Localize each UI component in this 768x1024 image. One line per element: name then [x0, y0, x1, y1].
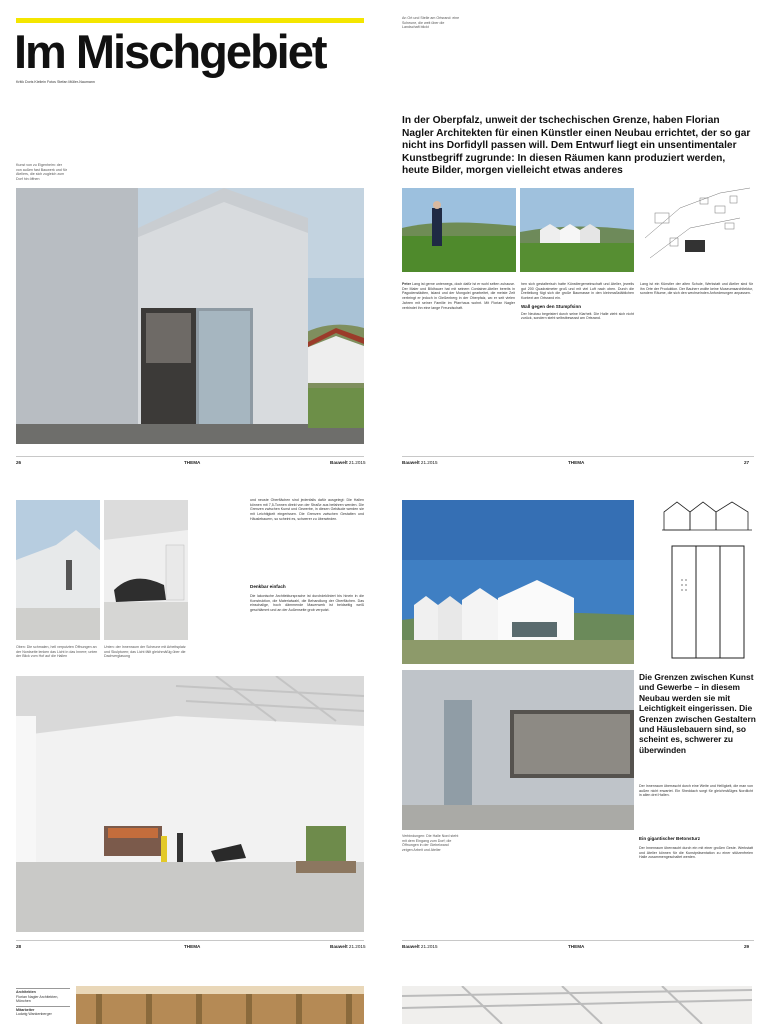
subhead-denkbar: Denkbar einfach: [250, 584, 286, 589]
floor-plan-drawing: [662, 540, 752, 664]
page-number-27: 27: [744, 460, 750, 465]
photo-buildings-landscape: [520, 188, 634, 272]
body-column-2: hen sich gestalterisch hatte Künstlergemeinschaft und Atelier, jeweils gut 200 Quadratmeter groß und mit viel Luft nach oben. Durch die Dreiteilung fügt sich die große Baumasse in den kleinmaßstäblichen Kontext am Ortsrand ein. Wall gegen den Stumpfsinn Der Neubau begeistert durch seine Klarheit. Die Halle zieht sich nicht zurück, sondern steht selbstbewusst am Ortsrand.: [521, 282, 634, 321]
subhead-betonsturz: Ein gigantischer Betonsturz: [639, 836, 701, 841]
photo-hall-interior: [16, 676, 364, 932]
article-title: Im Mischgebiet: [14, 25, 326, 78]
photo-artist-field: [402, 188, 516, 272]
info-box: [16, 988, 70, 1017]
section-label: THEMA: [184, 460, 201, 465]
page-number-29: 29: [744, 944, 750, 949]
footer-rule-right-2: [402, 940, 754, 941]
magazine-label-right: Bauwelt 21.2015: [402, 460, 438, 465]
page-number-26: 26: [16, 460, 22, 465]
photo-facade-window: [402, 670, 634, 830]
body-column-1: Peter Lang ist gerne unterwegs, doch dafür ist er wohl selten zuhause. Der Maler und Bildhauer hat mit seinem Container-Atelier bereits in Pagodenstädten, Island und der Mongolei gearbeitet, die meiste Zeit verbringt er jedoch in Gießenberg in der Oberpfalz, wo er seit vielen Jahren mit seiner Familie im Pfarrhaus wohnt. Mit Florian Nagler verbindet ihn eine lange Freundschaft.: [402, 282, 515, 310]
magazine-label-right-2: Bauwelt 21.2015: [402, 944, 438, 949]
pull-quote: Die Grenzen zwischen Kunst und Gewerbe – in diesem Neubau werden sie mit Leichtigkeit eingerissen. Die Grenzen zwischen Gestaltern und Häuslebauern sind, so scheint es, schwerer zu überwinden: [639, 672, 756, 755]
caption-top-right: An Ort und Stelle am Ortsrand: eine Scheune, die weit über die Landschaft blickt: [402, 16, 460, 30]
magazine-label-2: Bauwelt 21.2015: [330, 944, 366, 949]
footer-rule-left-2: [16, 940, 364, 941]
magazine-label: Bauwelt 21.2015: [330, 460, 366, 465]
info-value-staff: Ludwig Wankenberger: [16, 1012, 52, 1017]
photo-house-facade: [16, 188, 364, 444]
caption-left-1: Oben: Die schmalen, hell verputzten Öffnungen an der Nordseite lenken das Licht in das Innere; unten der Blick vom Hof auf die Hallen: [16, 645, 98, 659]
photo-north-facade: [16, 500, 100, 640]
caption-top-left: Kunst von zu Eigenheim: der von außen fast Bauwerk und für Ateliers, die sich zugleich zum Dorf hin öffnen: [16, 163, 67, 181]
caption-left-2: Unten: der Innenraum der Scheune mit Arbeitsplatz und Skulpturen; das Licht fällt gleichmäßig über die Dachverglasung: [104, 645, 186, 659]
byline: Kritik Doris Kleilein Fotos Stefan Müller-Naumann: [16, 80, 95, 84]
section-label-right: THEMA: [568, 460, 585, 465]
section-drawing: [662, 500, 752, 536]
info-label-architects: Architekten: [16, 988, 70, 995]
body-column-3: Lang ist ein Künstler der alten Schule, Werkstatt und Atelier sind für ihn Orte der Produktion. Der Bauherr wollte keine Museumsarchitektur, sondern Räume, die sich den wechselnden Anforderungen anpassen.: [640, 282, 753, 296]
body-column-spread2-bottom: Die lakonische Architektursprache ist durchdekliniert bis hinein in die Konstruktion, die Materialwahl, die Behandlung der Oberflächen. Das einschalige, hoch dämmende Mauerwerk ist beidseitig weiß geschlämmt und an der Außenseite grob verputzt.: [250, 594, 364, 613]
body-column-spread2-top: und neuste Oberflächen sind jedenfalls dafür ausgelegt: Die Hallen können mit 7,5-Tonnen direkt von der Straße aus befahren werden. Die Grenzen zwischen Kunst und Gewerbe, in diesen Gebäude werden sie mit Leichtigkeit eingerissen. Die Grenzen zwischen Gestalten und Häuslebauern, so scheint es, schwerer zu überwinden.: [250, 498, 364, 521]
body-column-spread2-right-2: Der Innenraum überrascht durch ein mit einer großen Geste. Werkstatt und Atelier können für die Kunstpräsentation zu einer stützenfreien Halle zusammengeschaltet werden.: [639, 846, 753, 860]
photo-roof-structure: [402, 986, 752, 1024]
info-value-architects: Florian Nagler Architekten, München: [16, 994, 59, 1004]
subhead-wall: Wall gegen den Stumpfsinn: [521, 303, 582, 309]
section-label-2: THEMA: [184, 944, 201, 949]
footer-rule-right: [402, 456, 754, 457]
lead-paragraph: In der Oberpfalz, unweit der tschechischen Grenze, haben Florian Nagler Architekten für einen Künstler einen Neubau errichtet, der so gar nicht ins Dorfidyll passen will. Dem Entwurf liegt ein unsentimentaler Kunstbegriff zugrunde: In diesen Räumen kann produziert werden, heute Bilder, morgen vielleicht etwas anderes: [402, 115, 751, 177]
caption-right-2: Verbindungen: Die Halle Nord steht mit dem Eingang zum Dorf; die Öffnungen in der Giebelwand zeigen Arbeit und Atelier: [402, 834, 459, 852]
footer-rule-left: [16, 456, 364, 457]
page-number-28: 28: [16, 944, 22, 949]
photo-interior-sculpture: [104, 500, 188, 640]
yellow-accent-bar: [16, 18, 364, 23]
body-column-spread2-right-1: Der Innenraum überrascht durch eine Weite und Helligkeit, die man von außen nicht erwartet. Ein Sheddach sorgt für gleichmäßiges Nordlicht in allen drei Hallen.: [639, 784, 753, 798]
section-label-right-2: THEMA: [568, 944, 585, 949]
site-plan-drawing: [640, 178, 752, 272]
photo-three-halls: [402, 500, 634, 664]
info-label-staff: Mitarbeiter: [16, 1006, 70, 1013]
photo-timber-roof: [76, 986, 364, 1024]
